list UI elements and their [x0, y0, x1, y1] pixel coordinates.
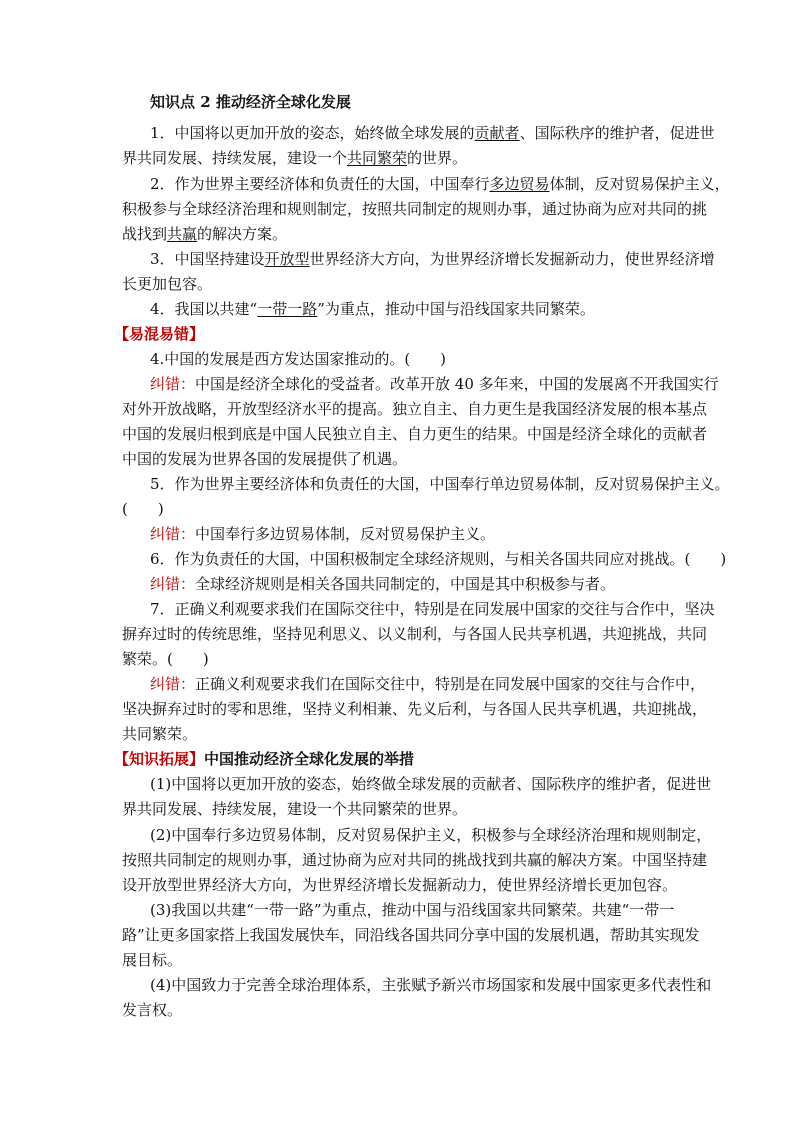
extension-item-4-line-1: (4)中国致力于完善全球治理体系，主张赋予新兴市场国家和发展中国家更多代表性和: [150, 976, 712, 994]
extension-item-2-line-2: 按照共同制定的规则办事，通过协商为应对共同的挑战找到共赢的解决方案。中国坚持建: [122, 851, 708, 869]
underline-term: 开放型: [264, 250, 310, 268]
question-7-line-1: 7．正确义利观要求我们在国际交往中，特别是在同发展中国家的交往与合作中，坚决: [150, 600, 715, 618]
q4-correction-line-1: 纠错：中国是经济全球化的受益者。改革开放 40 多年来，中国的发展离不开我国实行: [150, 375, 719, 393]
underline-term: 一带一路: [257, 300, 318, 318]
extension-heading: 【知识拓展】: [114, 750, 205, 768]
extension-heading-line: [114, 749, 414, 771]
point-3-line-2: 长更加包容。: [122, 275, 213, 293]
q6-correction: 纠错：全球经济规则是相关各国共同制定的，中国是其中积极参与者。: [150, 575, 616, 593]
point-2-line-2: 积极参与全球经济治理和规则制定，按照共同制定的规则办事，通过协商为应对共同的挑: [122, 200, 708, 218]
q7-correction-line-1: 纠错：正确义利观要求我们在国际交往中，特别是在同发展中国家的交往与合作中，: [150, 675, 706, 693]
extension-item-2-line-3: 设开放型世界经济大方向，为世界经济增长发掘新动力，使世界经济增长更加包容。: [122, 876, 678, 894]
question-5-line-1: 5．作为世界主要经济体和负责任的大国，中国奉行单边贸易体制，反对贸易保护主义。: [150, 475, 730, 493]
point-4-line-1: 4．我国以共建“一带一路”为重点，推动中国与沿线国家共同繁荣。: [150, 300, 595, 318]
point-2-line-1: 2．作为世界主要经济体和负责任的大国，中国奉行多边贸易体制，反对贸易保护主义，: [150, 175, 730, 193]
extension-item-1-line-2: 界共同发展、持续发展，建设一个共同繁荣的世界。: [122, 800, 468, 818]
q7-correction-line-2: 坚决摒弃过时的零和思维，坚持义利相兼、先义后利，与各国人民共享机遇，共迎挑战，: [122, 700, 708, 718]
underline-term: 共赢: [167, 225, 198, 243]
point-1-line-2: 界共同发展、持续发展，建设一个共同繁荣的世界。: [122, 149, 468, 167]
correction-label: 纠错：: [150, 675, 196, 693]
extension-item-2-line-1: (2)中国奉行多边贸易体制，反对贸易保护主义，积极参与全球经济治理和规则制定，: [150, 826, 712, 844]
question-4: 4.中国的发展是西方发达国家推动的。( ): [150, 350, 447, 368]
extension-item-3-line-2: 路”让更多国家搭上我国发展快车，同沿线各国共同分享中国的发展机遇，帮助其实现发: [122, 926, 700, 944]
section-title: 知识点 2 推动经济全球化发展: [150, 93, 351, 111]
mistakes-heading: 【易混易错】: [114, 325, 205, 343]
q5-correction: 纠错：中国奉行多边贸易体制，反对贸易保护主义。: [150, 525, 496, 543]
correction-label: 纠错：: [150, 575, 196, 593]
point-2-line-3: 战找到共赢的解决方案。: [122, 225, 288, 243]
underline-term: 共同繁荣: [347, 149, 408, 167]
question-5-line-2: ( ): [122, 500, 164, 518]
question-6: 6．作为负责任的大国，中国积极制定全球经济规则，与相关各国共同应对挑战。( ): [150, 550, 727, 568]
underline-term: 多边贸易: [489, 175, 550, 193]
extension-title: 中国推动经济全球化发展的举措: [204, 750, 415, 768]
extension-item-3-line-1: (3)我国以共建“一带一路”为重点，推动中国与沿线国家共同繁荣。共建“一带一: [150, 901, 675, 919]
extension-item-1-line-1: (1)中国将以更加开放的姿态，始终做全球发展的贡献者、国际秩序的维护者，促进世: [150, 775, 712, 793]
point-1-line-1: 1．中国将以更加开放的姿态，始终做全球发展的贡献者、国际秩序的维护者，促进世: [150, 124, 715, 142]
correction-label: 纠错：: [150, 375, 196, 393]
q4-correction-line-2: 对外开放战略，开放型经济水平的提高。独立自主、自力更生是我国经济发展的根本基点: [122, 400, 708, 418]
question-7-line-3: 繁荣。( ): [122, 650, 209, 668]
correction-label: 纠错：: [150, 525, 196, 543]
q7-correction-line-3: 共同繁荣。: [122, 725, 198, 743]
q4-correction-line-4: 中国的发展为世界各国的发展提供了机遇。: [122, 450, 408, 468]
point-3-line-1: 3．中国坚持建设开放型世界经济大方向，为世界经济增长发掘新动力，使世界经济增: [150, 250, 715, 268]
underline-term: 贡献者: [474, 124, 520, 142]
extension-item-4-line-2: 发言权。: [122, 1001, 183, 1019]
question-7-line-2: 摒弃过时的传统思维，坚持见利思义、以义制利，与各国人民共享机遇，共迎挑战，共同: [122, 625, 708, 643]
extension-item-3-line-3: 展目标。: [122, 951, 183, 969]
q4-correction-line-3: 中国的发展归根到底是中国人民独立自主、自力更生的结果。中国是经济全球化的贡献者: [122, 425, 708, 443]
